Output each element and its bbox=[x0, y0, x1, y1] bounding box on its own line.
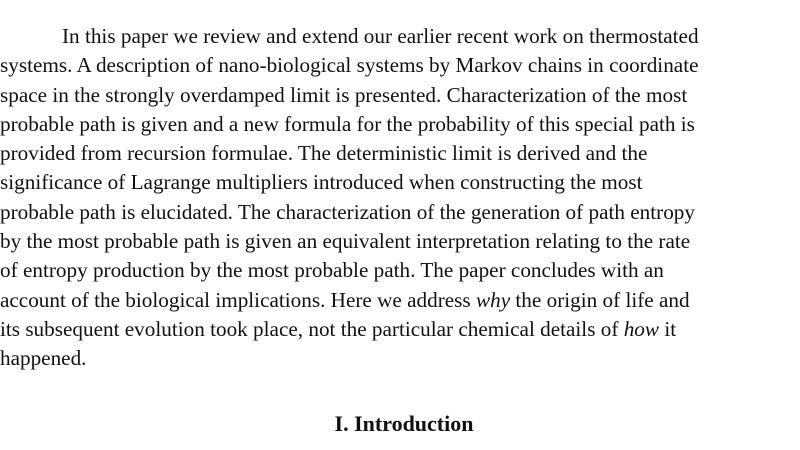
abstract-line-3: space in the strongly overdamped limit is presented. Characterization of the most bbox=[0, 82, 688, 107]
abstract-line-11 bbox=[0, 315, 800, 344]
emphasis-how: how bbox=[623, 316, 660, 341]
abstract-line-6: significance of Lagrange multipliers introduced when constructing the most bbox=[0, 170, 643, 195]
abstract-text: the origin of life and bbox=[510, 287, 690, 312]
abstract-line-5: provided from recursion formulae. The deterministic limit is derived and the bbox=[0, 141, 648, 166]
emphasis-why: why bbox=[475, 287, 511, 312]
abstract-line-4: probable path is given and a new formula for the probability of this special path is bbox=[0, 111, 695, 136]
abstract-line-12: happened. bbox=[0, 346, 87, 371]
abstract-line-9: of entropy production by the most probable path. The paper concludes with an bbox=[0, 258, 664, 283]
abstract-paragraph bbox=[0, 22, 800, 374]
abstract-text: it bbox=[659, 316, 677, 341]
abstract-line-8: by the most probable path is given an equivalent interpretation relating to the rate bbox=[0, 229, 691, 254]
abstract-line-7: probable path is elucidated. The characterization of the generation of path entropy bbox=[0, 199, 695, 224]
abstract-line-2: systems. A description of nano-biological systems by Markov chains in coordinate bbox=[0, 53, 699, 78]
abstract-line-10 bbox=[0, 286, 800, 315]
abstract-text: account of the biological implications. Here we address bbox=[0, 287, 476, 312]
abstract-line-1: In this paper we review and extend our earlier recent work on thermostated bbox=[62, 24, 699, 48]
abstract-text: its subsequent evolution took place, not the particular chemical details of bbox=[0, 316, 624, 341]
section-heading-introduction: I. Introduction bbox=[334, 411, 474, 436]
